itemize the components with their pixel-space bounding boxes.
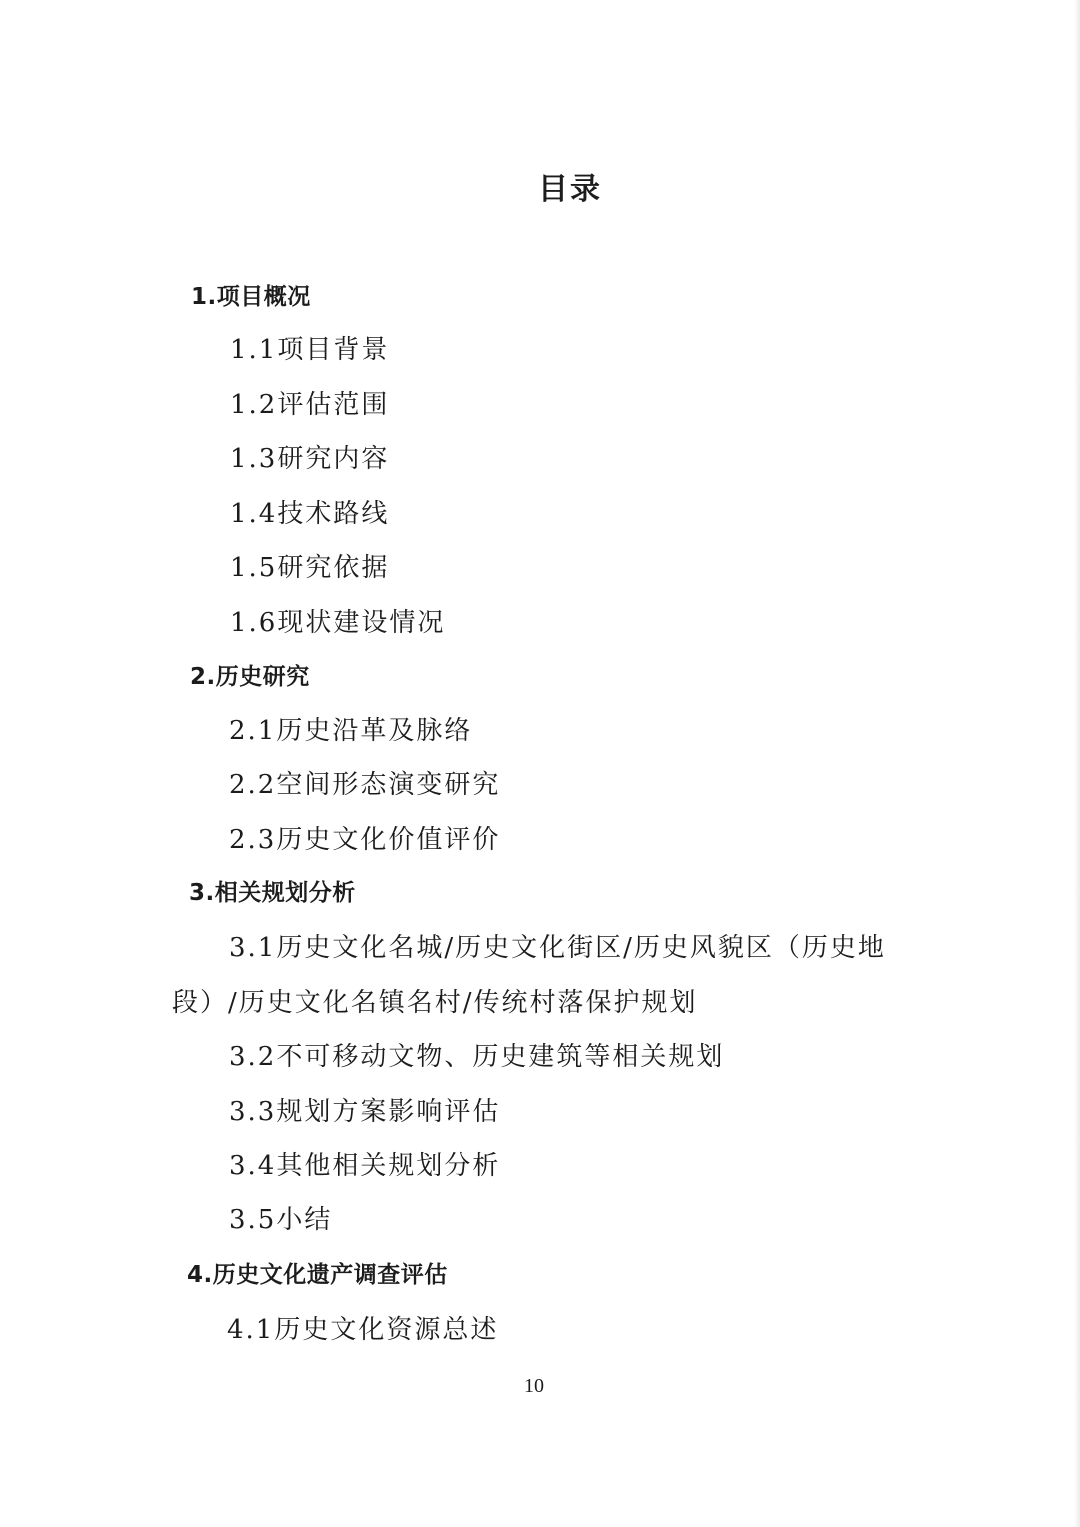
toc-item-1-1: 1.1项目背景: [230, 335, 390, 365]
toc-item-1-2: 1.2评估范围: [230, 390, 390, 420]
toc-heading-1: 1.项目概况: [191, 284, 311, 310]
toc-item-2-3: 2.3历史文化价值评价: [229, 825, 501, 855]
toc-item-1-3: 1.3研究内容: [230, 444, 390, 474]
toc-item-2-1: 2.1历史沿革及脉络: [229, 716, 473, 746]
toc-heading-2: 2.历史研究: [190, 664, 310, 690]
toc-item-2-2: 2.2空间形态演变研究: [229, 770, 501, 800]
toc-item-3-1-line1: 3.1历史文化名城/历史文化街区/历史风貌区（历史地: [229, 933, 886, 963]
toc-item-4-1: 4.1历史文化资源总述: [227, 1315, 499, 1345]
toc-heading-4: 4.历史文化遗产调查评估: [187, 1262, 448, 1288]
toc-item-3-1-line2: 段）/历史文化名镇名村/传统村落保护规划: [172, 988, 698, 1018]
toc-item-3-3: 3.3规划方案影响评估: [229, 1097, 501, 1127]
toc-item-1-6: 1.6现状建设情况: [230, 608, 446, 638]
page-title: 目录: [538, 172, 602, 207]
toc-item-3-2: 3.2不可移动文物、历史建筑等相关规划: [229, 1042, 725, 1072]
toc-item-3-4: 3.4其他相关规划分析: [229, 1151, 501, 1181]
toc-item-1-4: 1.4技术路线: [230, 499, 390, 529]
toc-item-3-5: 3.5小结: [229, 1205, 333, 1235]
toc-item-1-5: 1.5研究依据: [230, 553, 390, 583]
toc-heading-3: 3.相关规划分析: [189, 880, 356, 906]
page-number: 10: [524, 1375, 544, 1397]
